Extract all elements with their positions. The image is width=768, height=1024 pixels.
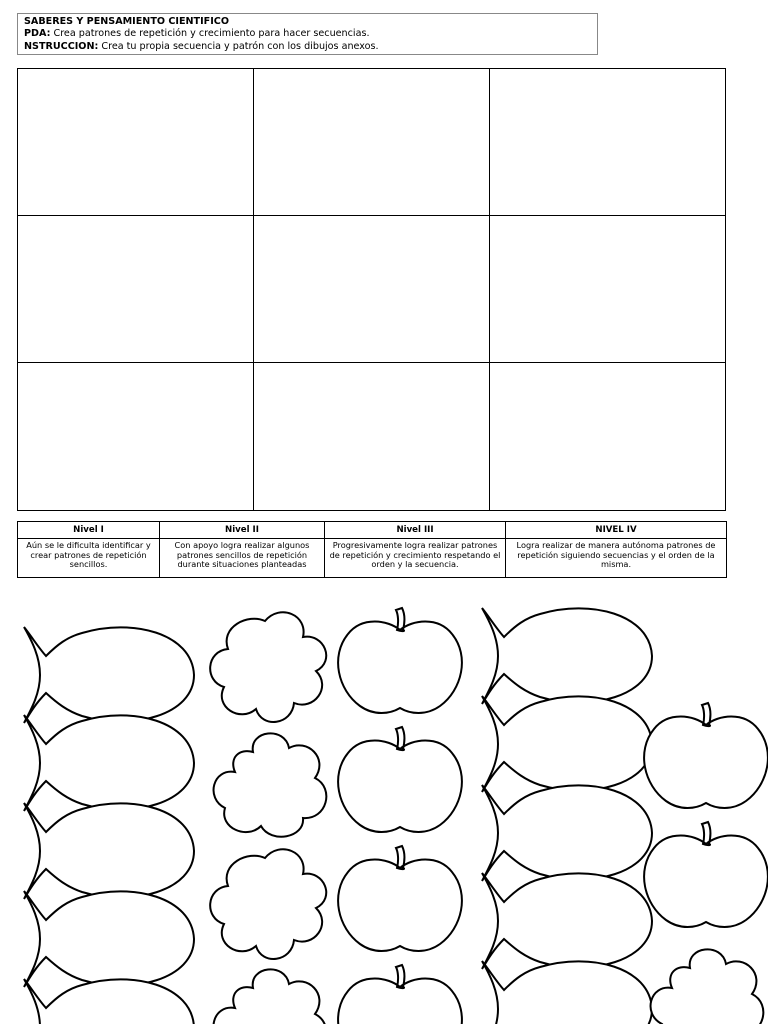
flower-icon (214, 733, 327, 836)
fish-icon (24, 715, 194, 811)
page-title: SABERES Y PENSAMIENTO CIENTIFICO (24, 16, 229, 27)
fish-icon (24, 803, 194, 899)
apple-icon (644, 703, 768, 808)
rubric-level-2-title: Nivel II (160, 522, 325, 539)
fish-icon (24, 627, 194, 723)
fish-icon (482, 873, 652, 969)
fish-icon (24, 979, 194, 1024)
rubric-level-1-text: Aún se le dificulta identificar y crear patrones de repetición sencillos. (18, 539, 160, 578)
instruction-label: NSTRUCCION: (24, 40, 99, 52)
flower-icon (210, 612, 326, 722)
flower-icon (214, 969, 327, 1024)
pda-text: Crea patrones de repetición y crecimiento para hacer secuencias. (53, 28, 370, 40)
fish-column-right (482, 608, 652, 1024)
apple-icon (338, 727, 462, 832)
apple-column-right (644, 703, 768, 1024)
rubric-level-3-title: Nivel III (325, 522, 506, 539)
fish-icon (482, 961, 652, 1024)
rubric-level-4-text: Logra realizar de manera autónoma patrones de repetición siguiendo secuencias y el orden de la misma. (506, 539, 727, 578)
fish-icon (482, 608, 652, 704)
fish-icon (24, 891, 194, 987)
instruction-text: Crea tu propia secuencia y patrón con los dibujos anexos. (101, 40, 379, 52)
rubric-level-4-title: NIVEL IV (506, 522, 727, 539)
rubric-level-2-text: Con apoyo logra realizar algunos patrones sencillos de repetición durante situaciones planteadas (160, 539, 325, 578)
pda-label: PDA: (24, 28, 51, 40)
fish-column-left (24, 627, 194, 1024)
rubric-level-1-title: Nivel I (18, 522, 160, 539)
flower-icon (651, 949, 764, 1024)
apple-icon (338, 608, 462, 713)
flower-icon (210, 849, 326, 959)
rubric-level-3-text: Progresivamente logra realizar patrones de repetición y crecimiento respetando el orden y la secuencia. (325, 539, 506, 578)
flower-column (210, 612, 326, 1024)
fish-icon (482, 785, 652, 881)
apple-icon (338, 846, 462, 951)
apple-icon (338, 965, 462, 1024)
apple-icon (644, 822, 768, 927)
fish-icon (482, 696, 652, 792)
apple-column (338, 608, 462, 1024)
